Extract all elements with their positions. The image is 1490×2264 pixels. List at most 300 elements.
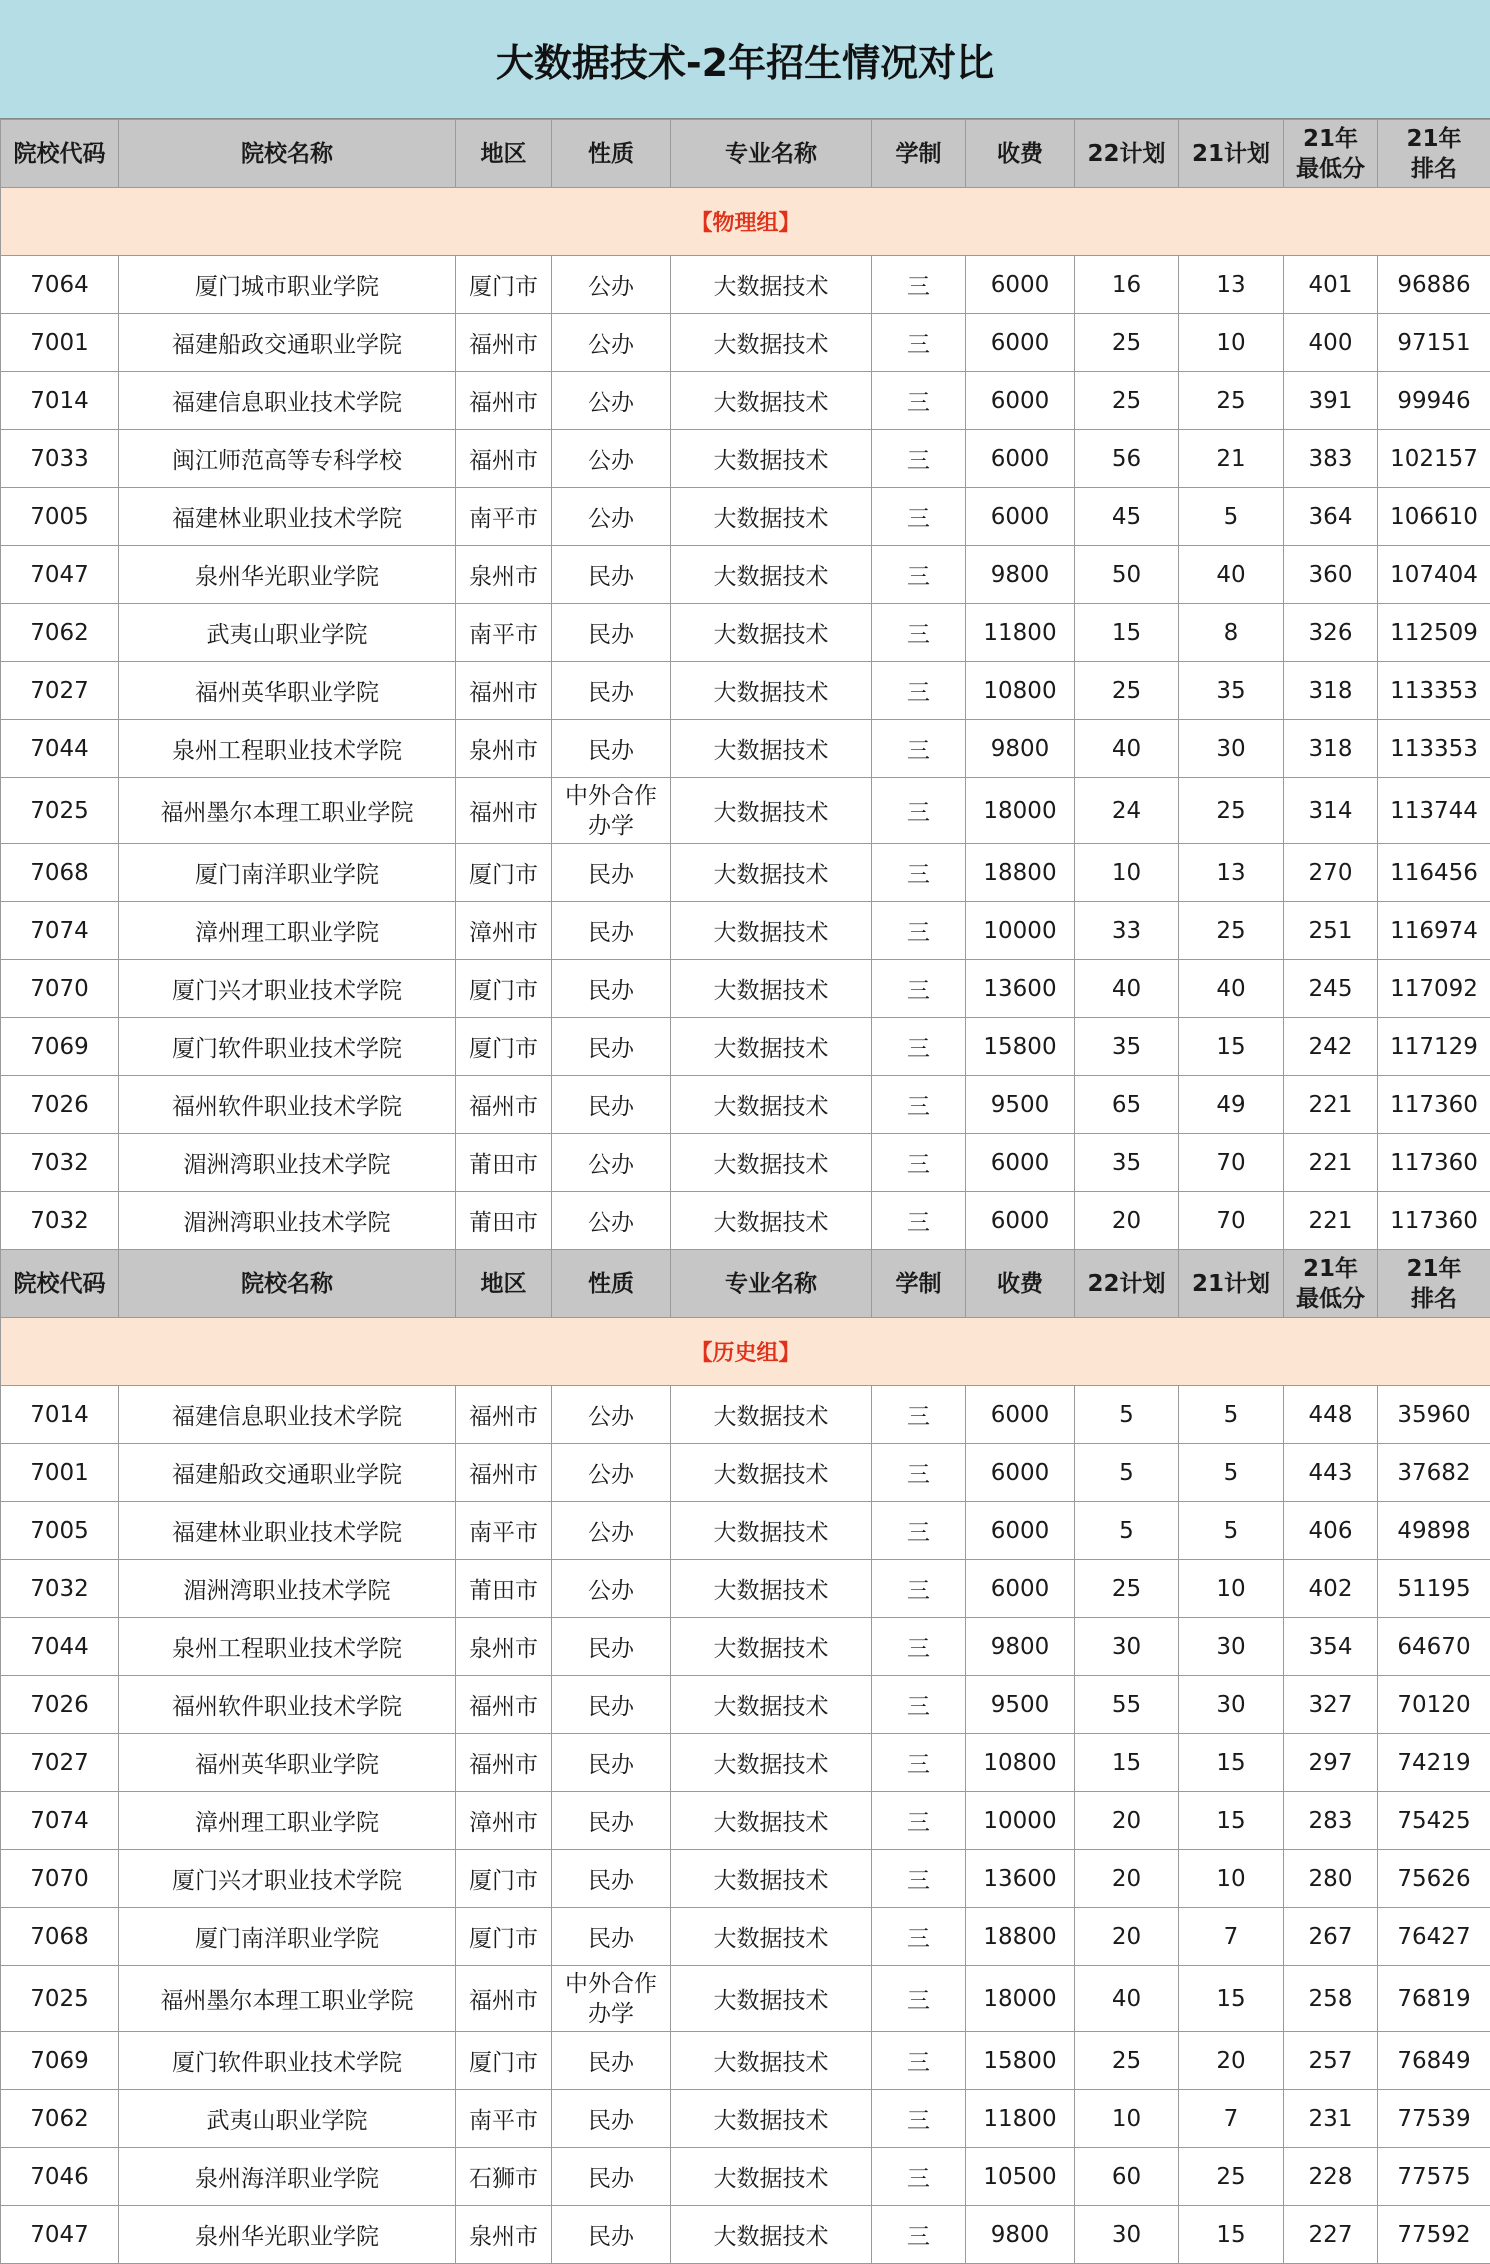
- table-row: [1, 488, 1490, 546]
- cell-plan-22: 10: [1075, 2090, 1179, 2148]
- cell-ownership: 中外合作 办学: [552, 1966, 671, 2032]
- title-bar: [0, 0, 1490, 119]
- cell-school-name: 厦门南洋职业学院: [119, 1908, 456, 1966]
- table-row: [1, 1134, 1490, 1192]
- cell-ownership: 民办: [552, 1850, 671, 1908]
- cell-region: 莆田市: [456, 1560, 552, 1618]
- cell-ownership: 民办: [552, 2032, 671, 2090]
- cell-school-name: 厦门软件职业技术学院: [119, 2032, 456, 2090]
- table-row: [1, 1560, 1490, 1618]
- cell-code: 7069: [1, 2032, 119, 2090]
- cell-plan-22: 20: [1075, 1850, 1179, 1908]
- table-row: [1, 1386, 1490, 1444]
- cell-ownership: 公办: [552, 1444, 671, 1502]
- cell-ownership: 民办: [552, 902, 671, 960]
- cell-tuition: 6000: [966, 1386, 1075, 1444]
- cell-plan-22: 40: [1075, 960, 1179, 1018]
- cell-plan-21: 7: [1179, 1908, 1284, 1966]
- cell-min-score-21: 383: [1284, 430, 1378, 488]
- cell-plan-22: 50: [1075, 546, 1179, 604]
- cell-ownership: 公办: [552, 1502, 671, 1560]
- cell-plan-22: 24: [1075, 778, 1179, 844]
- table-row: [1, 1192, 1490, 1250]
- cell-region: 厦门市: [456, 256, 552, 314]
- cell-ownership: 公办: [552, 1134, 671, 1192]
- cell-duration: 三: [872, 1908, 966, 1966]
- cell-school-name: 福州英华职业学院: [119, 662, 456, 720]
- cell-school-name: 福建船政交通职业学院: [119, 1444, 456, 1502]
- cell-major: 大数据技术: [671, 1134, 872, 1192]
- cell-region: 福州市: [456, 1734, 552, 1792]
- cell-plan-21: 13: [1179, 256, 1284, 314]
- cell-region: 南平市: [456, 1502, 552, 1560]
- cell-duration: 三: [872, 844, 966, 902]
- cell-min-score-21: 231: [1284, 2090, 1378, 2148]
- cell-major: 大数据技术: [671, 844, 872, 902]
- cell-ownership: 公办: [552, 1560, 671, 1618]
- cell-plan-22: 25: [1075, 2032, 1179, 2090]
- page-title: 大数据技术-2年招生情况对比: [496, 32, 994, 87]
- cell-min-score-21: 228: [1284, 2148, 1378, 2206]
- cell-ownership: 民办: [552, 1734, 671, 1792]
- cell-plan-21: 25: [1179, 2148, 1284, 2206]
- cell-min-score-21: 318: [1284, 662, 1378, 720]
- header-plan-22: 22计划: [1075, 1250, 1179, 1318]
- cell-region: 福州市: [456, 314, 552, 372]
- cell-min-score-21: 327: [1284, 1676, 1378, 1734]
- cell-rank-21: 77575: [1378, 2148, 1490, 2206]
- cell-school-name: 泉州华光职业学院: [119, 546, 456, 604]
- cell-rank-21: 35960: [1378, 1386, 1490, 1444]
- header-duration: 学制: [872, 1250, 966, 1318]
- cell-school-name: 泉州海洋职业学院: [119, 2148, 456, 2206]
- cell-region: 福州市: [456, 778, 552, 844]
- cell-ownership: 民办: [552, 1618, 671, 1676]
- cell-plan-22: 5: [1075, 1502, 1179, 1560]
- header-min-score-21: 21年 最低分: [1284, 120, 1378, 188]
- cell-school-name: 漳州理工职业学院: [119, 902, 456, 960]
- table-row: [1, 1908, 1490, 1966]
- cell-region: 福州市: [456, 1676, 552, 1734]
- cell-major: 大数据技术: [671, 1618, 872, 1676]
- cell-major: 大数据技术: [671, 778, 872, 844]
- cell-min-score-21: 326: [1284, 604, 1378, 662]
- cell-duration: 三: [872, 720, 966, 778]
- cell-plan-21: 25: [1179, 902, 1284, 960]
- cell-tuition: 6000: [966, 1444, 1075, 1502]
- cell-major: 大数据技术: [671, 1192, 872, 1250]
- cell-plan-22: 15: [1075, 1734, 1179, 1792]
- cell-region: 泉州市: [456, 546, 552, 604]
- cell-plan-22: 55: [1075, 1676, 1179, 1734]
- cell-tuition: 10000: [966, 1792, 1075, 1850]
- cell-code: 7064: [1, 256, 119, 314]
- cell-tuition: 6000: [966, 1560, 1075, 1618]
- cell-plan-22: 33: [1075, 902, 1179, 960]
- cell-rank-21: 97151: [1378, 314, 1490, 372]
- cell-ownership: 公办: [552, 314, 671, 372]
- cell-rank-21: 116974: [1378, 902, 1490, 960]
- cell-plan-21: 5: [1179, 1444, 1284, 1502]
- cell-major: 大数据技术: [671, 2206, 872, 2264]
- header-region: 地区: [456, 120, 552, 188]
- cell-duration: 三: [872, 1850, 966, 1908]
- cell-plan-21: 13: [1179, 844, 1284, 902]
- cell-duration: 三: [872, 256, 966, 314]
- cell-region: 厦门市: [456, 1018, 552, 1076]
- header-plan-22: 22计划: [1075, 120, 1179, 188]
- cell-code: 7047: [1, 2206, 119, 2264]
- cell-ownership: 民办: [552, 2090, 671, 2148]
- table-row: [1, 2148, 1490, 2206]
- cell-ownership: 中外合作 办学: [552, 778, 671, 844]
- cell-code: 7062: [1, 604, 119, 662]
- cell-ownership: 民办: [552, 844, 671, 902]
- table-row: [1, 960, 1490, 1018]
- cell-rank-21: 76849: [1378, 2032, 1490, 2090]
- cell-major: 大数据技术: [671, 1018, 872, 1076]
- header-tuition: 收费: [966, 1250, 1075, 1318]
- cell-plan-22: 60: [1075, 2148, 1179, 2206]
- cell-duration: 三: [872, 1134, 966, 1192]
- cell-school-name: 厦门兴才职业技术学院: [119, 960, 456, 1018]
- cell-ownership: 民办: [552, 2206, 671, 2264]
- cell-rank-21: 117360: [1378, 1192, 1490, 1250]
- table-body: [1, 120, 1490, 2264]
- cell-min-score-21: 364: [1284, 488, 1378, 546]
- cell-school-name: 泉州工程职业技术学院: [119, 720, 456, 778]
- cell-ownership: 民办: [552, 720, 671, 778]
- cell-school-name: 厦门兴才职业技术学院: [119, 1850, 456, 1908]
- cell-major: 大数据技术: [671, 372, 872, 430]
- cell-tuition: 11800: [966, 604, 1075, 662]
- cell-tuition: 15800: [966, 1018, 1075, 1076]
- header-school-name: 院校名称: [119, 1250, 456, 1318]
- cell-plan-21: 30: [1179, 1676, 1284, 1734]
- cell-region: 石狮市: [456, 2148, 552, 2206]
- cell-tuition: 6000: [966, 1192, 1075, 1250]
- cell-code: 7069: [1, 1018, 119, 1076]
- cell-plan-21: 15: [1179, 1792, 1284, 1850]
- cell-major: 大数据技术: [671, 1502, 872, 1560]
- cell-tuition: 9800: [966, 546, 1075, 604]
- header-duration: 学制: [872, 120, 966, 188]
- cell-plan-21: 30: [1179, 1618, 1284, 1676]
- cell-plan-21: 10: [1179, 1560, 1284, 1618]
- cell-rank-21: 99946: [1378, 372, 1490, 430]
- header-min-score-21: 21年 最低分: [1284, 1250, 1378, 1318]
- cell-tuition: 6000: [966, 372, 1075, 430]
- cell-code: 7026: [1, 1076, 119, 1134]
- cell-ownership: 民办: [552, 960, 671, 1018]
- cell-region: 泉州市: [456, 720, 552, 778]
- cell-major: 大数据技术: [671, 902, 872, 960]
- cell-plan-22: 10: [1075, 844, 1179, 902]
- cell-duration: 三: [872, 1966, 966, 2032]
- cell-plan-21: 5: [1179, 488, 1284, 546]
- cell-plan-21: 70: [1179, 1134, 1284, 1192]
- cell-plan-22: 40: [1075, 1966, 1179, 2032]
- cell-min-score-21: 257: [1284, 2032, 1378, 2090]
- cell-plan-21: 15: [1179, 2206, 1284, 2264]
- cell-code: 7074: [1, 1792, 119, 1850]
- cell-ownership: 公办: [552, 488, 671, 546]
- cell-school-name: 福建林业职业技术学院: [119, 488, 456, 546]
- cell-code: 7047: [1, 546, 119, 604]
- header-ownership: 性质: [552, 120, 671, 188]
- cell-plan-22: 25: [1075, 314, 1179, 372]
- cell-code: 7032: [1, 1192, 119, 1250]
- cell-plan-21: 15: [1179, 1966, 1284, 2032]
- cell-duration: 三: [872, 2090, 966, 2148]
- table-row: [1, 2032, 1490, 2090]
- cell-rank-21: 64670: [1378, 1618, 1490, 1676]
- cell-plan-21: 8: [1179, 604, 1284, 662]
- header-rank-21: 21年 排名: [1378, 1250, 1490, 1318]
- header-region: 地区: [456, 1250, 552, 1318]
- header-row: [1, 120, 1490, 188]
- cell-plan-21: 15: [1179, 1018, 1284, 1076]
- cell-region: 南平市: [456, 2090, 552, 2148]
- cell-min-score-21: 283: [1284, 1792, 1378, 1850]
- cell-min-score-21: 400: [1284, 314, 1378, 372]
- cell-tuition: 10000: [966, 902, 1075, 960]
- cell-major: 大数据技术: [671, 2032, 872, 2090]
- cell-min-score-21: 221: [1284, 1134, 1378, 1192]
- cell-region: 南平市: [456, 604, 552, 662]
- header-school-name: 院校名称: [119, 120, 456, 188]
- cell-duration: 三: [872, 1618, 966, 1676]
- table-row: [1, 1076, 1490, 1134]
- cell-school-name: 福州英华职业学院: [119, 1734, 456, 1792]
- group-label: 【历史组】: [1, 1318, 1490, 1386]
- cell-code: 7001: [1, 314, 119, 372]
- cell-min-score-21: 391: [1284, 372, 1378, 430]
- cell-plan-22: 16: [1075, 256, 1179, 314]
- cell-code: 7062: [1, 2090, 119, 2148]
- cell-plan-22: 20: [1075, 1908, 1179, 1966]
- cell-rank-21: 76427: [1378, 1908, 1490, 1966]
- table-row: [1, 546, 1490, 604]
- cell-code: 7033: [1, 430, 119, 488]
- cell-ownership: 民办: [552, 1018, 671, 1076]
- cell-school-name: 武夷山职业学院: [119, 2090, 456, 2148]
- cell-min-score-21: 267: [1284, 1908, 1378, 1966]
- cell-duration: 三: [872, 1192, 966, 1250]
- cell-tuition: 9800: [966, 2206, 1075, 2264]
- cell-plan-21: 40: [1179, 546, 1284, 604]
- cell-tuition: 9800: [966, 1618, 1075, 1676]
- cell-rank-21: 117129: [1378, 1018, 1490, 1076]
- cell-school-name: 福州软件职业技术学院: [119, 1076, 456, 1134]
- cell-min-score-21: 258: [1284, 1966, 1378, 2032]
- cell-min-score-21: 354: [1284, 1618, 1378, 1676]
- cell-duration: 三: [872, 1792, 966, 1850]
- cell-min-score-21: 221: [1284, 1192, 1378, 1250]
- cell-school-name: 厦门城市职业学院: [119, 256, 456, 314]
- cell-school-name: 闽江师范高等专科学校: [119, 430, 456, 488]
- cell-region: 厦门市: [456, 960, 552, 1018]
- cell-duration: 三: [872, 778, 966, 844]
- table-row: [1, 1018, 1490, 1076]
- cell-region: 厦门市: [456, 1908, 552, 1966]
- table-row: [1, 430, 1490, 488]
- cell-code: 7044: [1, 1618, 119, 1676]
- cell-plan-22: 25: [1075, 662, 1179, 720]
- cell-tuition: 9800: [966, 720, 1075, 778]
- cell-major: 大数据技术: [671, 1966, 872, 2032]
- cell-duration: 三: [872, 960, 966, 1018]
- header-major: 专业名称: [671, 1250, 872, 1318]
- cell-plan-22: 5: [1075, 1444, 1179, 1502]
- cell-school-name: 厦门南洋职业学院: [119, 844, 456, 902]
- header-tuition: 收费: [966, 120, 1075, 188]
- cell-major: 大数据技术: [671, 256, 872, 314]
- cell-region: 漳州市: [456, 1792, 552, 1850]
- cell-major: 大数据技术: [671, 488, 872, 546]
- cell-tuition: 15800: [966, 2032, 1075, 2090]
- header-ownership: 性质: [552, 1250, 671, 1318]
- cell-min-score-21: 270: [1284, 844, 1378, 902]
- cell-plan-21: 10: [1179, 314, 1284, 372]
- cell-plan-21: 21: [1179, 430, 1284, 488]
- cell-rank-21: 107404: [1378, 546, 1490, 604]
- cell-duration: 三: [872, 430, 966, 488]
- cell-duration: 三: [872, 372, 966, 430]
- cell-plan-22: 65: [1075, 1076, 1179, 1134]
- cell-school-name: 福建林业职业技术学院: [119, 1502, 456, 1560]
- cell-ownership: 公办: [552, 1192, 671, 1250]
- cell-plan-22: 15: [1075, 604, 1179, 662]
- header-rank-21: 21年 排名: [1378, 120, 1490, 188]
- cell-plan-21: 30: [1179, 720, 1284, 778]
- cell-rank-21: 113353: [1378, 662, 1490, 720]
- cell-min-score-21: 448: [1284, 1386, 1378, 1444]
- cell-code: 7046: [1, 2148, 119, 2206]
- cell-duration: 三: [872, 1444, 966, 1502]
- cell-region: 厦门市: [456, 1850, 552, 1908]
- group-label: 【物理组】: [1, 188, 1490, 256]
- cell-region: 福州市: [456, 662, 552, 720]
- cell-region: 福州市: [456, 430, 552, 488]
- cell-major: 大数据技术: [671, 604, 872, 662]
- table-row: [1, 2206, 1490, 2264]
- cell-plan-22: 45: [1075, 488, 1179, 546]
- cell-duration: 三: [872, 604, 966, 662]
- cell-plan-22: 35: [1075, 1134, 1179, 1192]
- cell-rank-21: 75626: [1378, 1850, 1490, 1908]
- cell-tuition: 18800: [966, 1908, 1075, 1966]
- table-row: [1, 1850, 1490, 1908]
- cell-school-name: 湄洲湾职业技术学院: [119, 1134, 456, 1192]
- table-row: [1, 1502, 1490, 1560]
- cell-school-name: 福建船政交通职业学院: [119, 314, 456, 372]
- cell-duration: 三: [872, 902, 966, 960]
- cell-rank-21: 116456: [1378, 844, 1490, 902]
- cell-min-score-21: 221: [1284, 1076, 1378, 1134]
- cell-plan-22: 30: [1075, 2206, 1179, 2264]
- cell-ownership: 民办: [552, 2148, 671, 2206]
- table-row: [1, 1966, 1490, 2032]
- header-plan-21: 21计划: [1179, 1250, 1284, 1318]
- cell-rank-21: 77539: [1378, 2090, 1490, 2148]
- cell-duration: 三: [872, 2206, 966, 2264]
- cell-ownership: 公办: [552, 1386, 671, 1444]
- cell-region: 福州市: [456, 1444, 552, 1502]
- cell-duration: 三: [872, 1734, 966, 1792]
- cell-duration: 三: [872, 2032, 966, 2090]
- table-row: [1, 1676, 1490, 1734]
- cell-duration: 三: [872, 1076, 966, 1134]
- cell-rank-21: 37682: [1378, 1444, 1490, 1502]
- cell-plan-22: 25: [1075, 1560, 1179, 1618]
- cell-code: 7026: [1, 1676, 119, 1734]
- cell-duration: 三: [872, 662, 966, 720]
- cell-tuition: 6000: [966, 488, 1075, 546]
- cell-duration: 三: [872, 314, 966, 372]
- cell-rank-21: 117360: [1378, 1076, 1490, 1134]
- table-row: [1, 314, 1490, 372]
- cell-school-name: 武夷山职业学院: [119, 604, 456, 662]
- cell-major: 大数据技术: [671, 1386, 872, 1444]
- cell-school-name: 福州墨尔本理工职业学院: [119, 778, 456, 844]
- cell-plan-21: 5: [1179, 1502, 1284, 1560]
- cell-min-score-21: 314: [1284, 778, 1378, 844]
- table-row: [1, 844, 1490, 902]
- cell-tuition: 9500: [966, 1076, 1075, 1134]
- cell-region: 福州市: [456, 1386, 552, 1444]
- cell-code: 7068: [1, 844, 119, 902]
- cell-plan-22: 30: [1075, 1618, 1179, 1676]
- cell-duration: 三: [872, 1560, 966, 1618]
- cell-ownership: 民办: [552, 1076, 671, 1134]
- cell-rank-21: 74219: [1378, 1734, 1490, 1792]
- table-row: [1, 662, 1490, 720]
- cell-tuition: 18000: [966, 778, 1075, 844]
- cell-plan-21: 25: [1179, 372, 1284, 430]
- cell-code: 7014: [1, 372, 119, 430]
- cell-min-score-21: 227: [1284, 2206, 1378, 2264]
- cell-plan-21: 7: [1179, 2090, 1284, 2148]
- cell-major: 大数据技术: [671, 662, 872, 720]
- cell-tuition: 18000: [966, 1966, 1075, 2032]
- cell-code: 7032: [1, 1134, 119, 1192]
- cell-code: 7014: [1, 1386, 119, 1444]
- table-row: [1, 256, 1490, 314]
- cell-school-name: 泉州华光职业学院: [119, 2206, 456, 2264]
- cell-plan-22: 25: [1075, 372, 1179, 430]
- header-major: 专业名称: [671, 120, 872, 188]
- cell-region: 莆田市: [456, 1192, 552, 1250]
- cell-major: 大数据技术: [671, 960, 872, 1018]
- cell-region: 漳州市: [456, 902, 552, 960]
- cell-rank-21: 106610: [1378, 488, 1490, 546]
- table-row: [1, 1792, 1490, 1850]
- table-row: [1, 1618, 1490, 1676]
- cell-major: 大数据技术: [671, 1792, 872, 1850]
- cell-rank-21: 76819: [1378, 1966, 1490, 2032]
- cell-school-name: 厦门软件职业技术学院: [119, 1018, 456, 1076]
- cell-major: 大数据技术: [671, 1076, 872, 1134]
- group-row: [1, 1318, 1490, 1386]
- cell-tuition: 10800: [966, 662, 1075, 720]
- cell-plan-21: 5: [1179, 1386, 1284, 1444]
- cell-code: 7068: [1, 1908, 119, 1966]
- cell-min-score-21: 242: [1284, 1018, 1378, 1076]
- cell-major: 大数据技术: [671, 2148, 872, 2206]
- cell-duration: 三: [872, 1386, 966, 1444]
- cell-ownership: 民办: [552, 1676, 671, 1734]
